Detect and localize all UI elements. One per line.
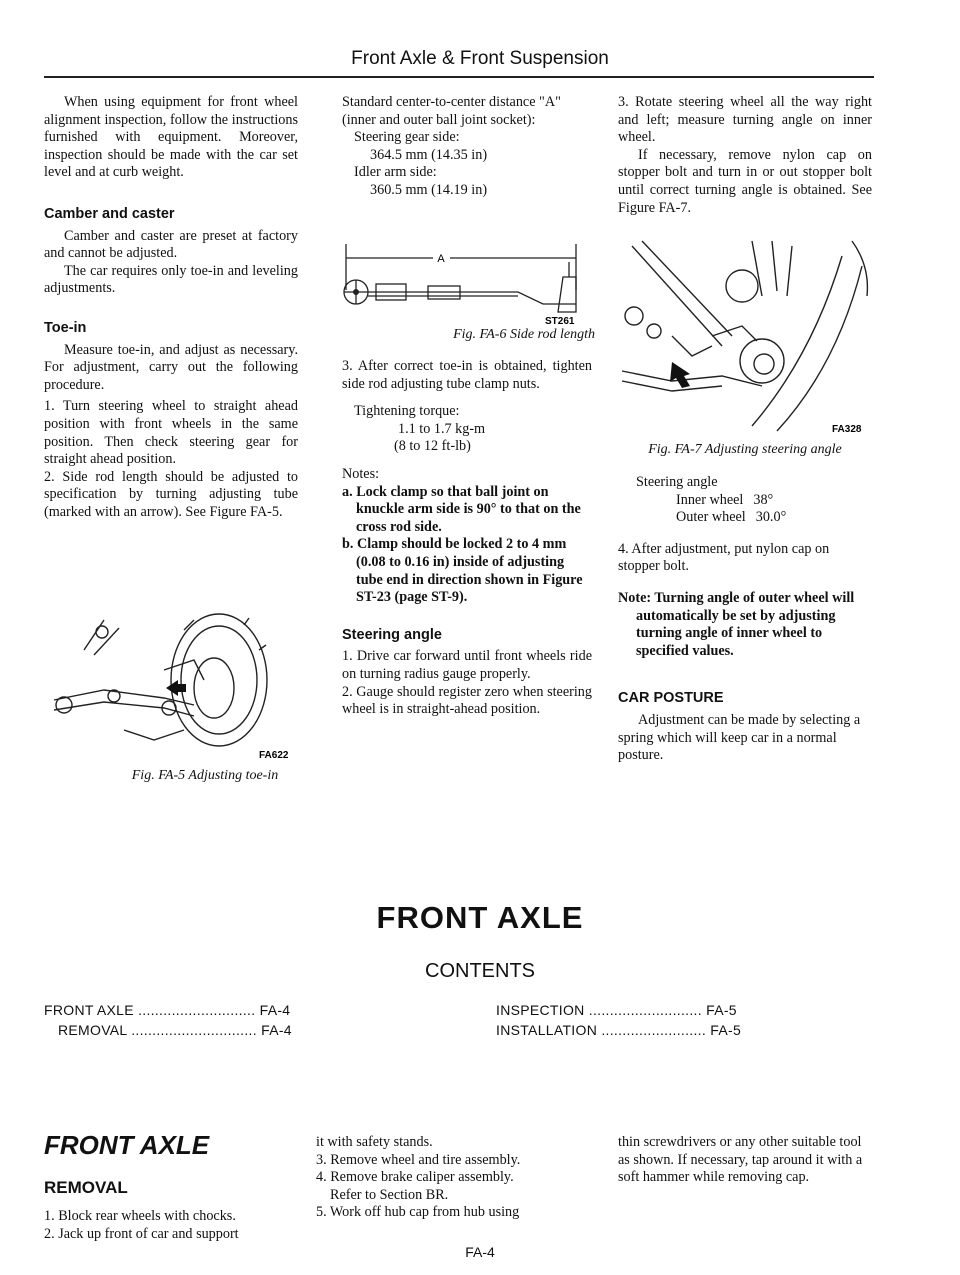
fig-fa6-caption: Fig. FA-6 Side rod length [453,327,595,342]
removal-step-2: 2. Jack up front of car and support [44,1225,239,1242]
idler-value: 360.5 mm (14.19 in) [370,181,488,198]
gear-side-value: 364.5 mm (14.35 in) [370,146,488,163]
fig-fa7-code: FA328 [832,424,862,435]
step-3-clamp: 3. After correct toe-in is obtained, tighten side rod adjusting tube clamp nuts. [342,358,592,392]
fig-fa5-caption: Fig. FA-5 Adjusting toe-in [131,768,279,783]
column-1 [44,94,298,521]
removal-step-4: 4. Remove brake caliper assembly. [316,1169,514,1186]
column-2 [342,94,592,200]
steering-angle-heading: Steering angle [342,626,442,643]
outer-wheel-label: Outer wheel [676,509,746,526]
inner-wheel-label: Inner wheel [676,491,744,508]
arrow-marker-icon [166,680,186,696]
page-header: Front Axle & Front Suspension [351,48,609,69]
note-a: a. Lock clamp so that ball joint on knuckle arm side is 90° to that on the cross rod side. [342,483,581,535]
idler-label: Idler arm side: [354,164,437,181]
step-4-nylon-cap: 4. After adjustment, put nylon cap on stopper bolt. [618,540,830,575]
section-title: FRONT AXLE [376,900,584,935]
bottom-column-1 [44,1208,304,1243]
std-distance-text: Standard center-to-center distance "A" (inner and outer ball joint socket): [342,94,561,128]
toein-paragraph: Measure toe-in, and adjust as necessary. For adjustment, carry out the following procedure. [44,341,298,393]
fig-fa6-label-a: A [437,253,445,265]
torque-label: Tightening torque: [354,403,460,420]
header-rule [44,76,874,78]
step-3-stopper: If necessary, remove nylon cap on stopper bolt and turn in or out stopper bolt until correct turning angle is obtained. See Figure FA-7. [618,146,872,216]
page-number: FA-4 [465,1244,495,1260]
outer-wheel-value: 30.0° [755,509,787,526]
fig-fa7-illustration [612,236,874,436]
removal-step-2-cont: it with safety stands. [316,1134,433,1150]
turning-angle-note: Note: Turning angle of outer wheel will automatically be set by adjusting turning angle of inner wheel to specified values. [618,589,855,659]
gear-side-label: Steering gear side: [354,129,460,146]
intro-paragraph: When using equipment for front wheel alignment inspection, follow the instructions furnished with equipment. Moreover, inspection should be made with the car set level and at curb weight. [44,94,298,181]
removal-step-5: 5. Work off hub cap from hub using [316,1204,520,1221]
fig-fa6-code: ST261 [545,316,575,327]
removal-step-3: 3. Remove wheel and tire assembly. [316,1151,521,1168]
steering-angle-label: Steering angle [636,474,718,490]
note-b: b. Clamp should be locked 2 to 4 mm (0.08 to 0.16 in) inside of adjusting tube end in direction shown in Figure ST-23 (page ST-9). [342,536,583,606]
contents-heading: CONTENTS [425,960,535,982]
notes-label: Notes: [342,465,380,482]
step-3-rotate: 3. Rotate steering wheel all the way right and left; measure turning angle on inner wheel. [618,94,872,146]
car-posture-paragraph: Adjustment can be made by selecting a spring which will keep car in a normal posture. [618,711,861,764]
steering-step-2: 2. Gauge should register zero when steering wheel is in straight-ahead position. [342,683,592,718]
toein-step-2: 2. Side rod length should be adjusted to specification by turning adjusting tube (marked with an arrow). See Figure FA-5. [44,468,298,520]
bottom-big-heading: FRONT AXLE [44,1130,210,1160]
fig-fa6-illustration [338,232,588,327]
fig-fa5-illustration [44,610,294,760]
car-posture-heading: CAR POSTURE [618,690,724,707]
fig-fa5-code: FA622 [259,750,289,760]
column-2-lower [342,358,592,719]
toc-entry[interactable]: FRONT AXLE ............................ FA-4 [44,1002,291,1018]
bottom-column-3 [618,1134,872,1187]
removal-heading: REMOVAL [44,1178,128,1197]
fig-fa7-caption: Fig. FA-7 Adjusting steering angle [648,442,842,457]
removal-step-1: 1. Block rear wheels with chocks. [44,1208,236,1224]
column-3 [618,94,872,217]
inner-wheel-value: 38° [753,491,774,508]
arrow-marker-icon [670,362,690,388]
steering-step-1: 1. Drive car forward until front wheels ride on turning radius gauge properly. [342,648,592,682]
toc-entry[interactable]: REMOVAL .............................. FA-4 [58,1022,292,1038]
camber-paragraph-1: Camber and caster are preset at factory and cannot be adjusted. [44,227,298,262]
column-3-lower [618,474,872,765]
bottom-column-2 [316,1134,576,1222]
hub-cap-text: thin screwdrivers or any other suitable tool as shown. If necessary, tap around it with a soft hammer while removing cap. [618,1134,863,1186]
torque-value-1: 1.1 to 1.7 kg-m [398,420,486,437]
toein-heading: Toe-in [44,319,87,336]
toc-entry[interactable]: INSTALLATION ......................... FA-5 [496,1022,742,1038]
toc-entry[interactable]: INSPECTION ........................... FA-5 [496,1002,737,1018]
camber-heading: Camber and caster [44,205,175,222]
camber-paragraph-2: The car requires only toe-in and leveling adjustments. [44,262,298,297]
inner-wheel-row [618,492,872,510]
torque-value-2: (8 to 12 ft-lb) [394,438,471,455]
removal-step-4-ref: Refer to Section BR. [330,1186,449,1203]
toein-step-1: 1. Turn steering wheel to straight ahead position with front wheels in the same position. Then check steering gear for straight ahead position. [44,398,298,468]
outer-wheel-row [618,509,872,527]
